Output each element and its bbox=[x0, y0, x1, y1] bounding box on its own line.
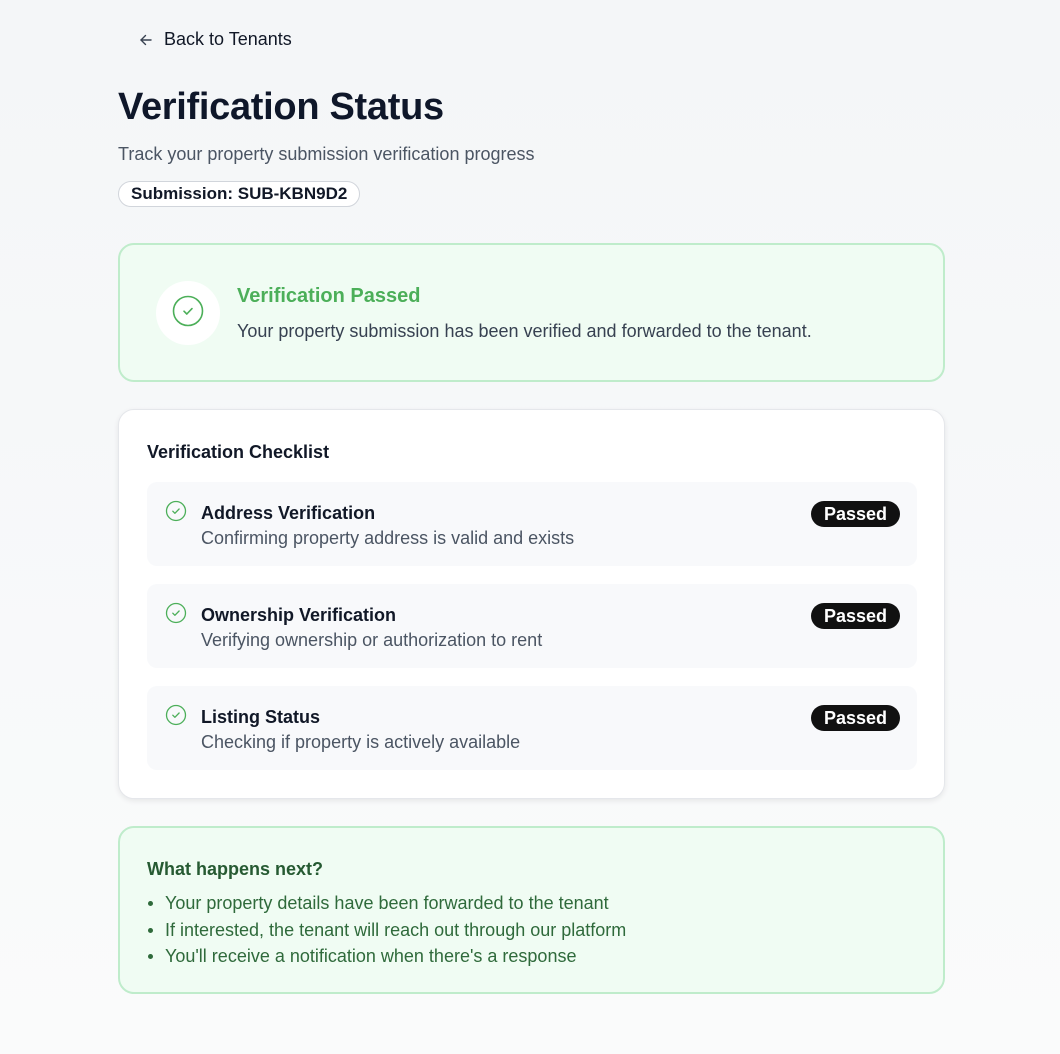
checklist-item-description: Confirming property address is valid and exists bbox=[201, 528, 575, 548]
checklist-item-address bbox=[147, 482, 917, 566]
back-to-tenants-link[interactable] bbox=[138, 29, 292, 50]
checklist-item-description: Verifying ownership or authorization to rent bbox=[201, 630, 543, 650]
checklist-item-ownership bbox=[147, 584, 917, 668]
next-steps-card bbox=[118, 826, 945, 994]
checklist-item-title: Address Verification bbox=[201, 503, 376, 523]
list-item: You'll receive a notification when there's a response bbox=[147, 943, 626, 970]
page-subtitle: Track your property submission verification progress bbox=[118, 144, 535, 164]
next-steps-title: What happens next? bbox=[147, 859, 324, 879]
checklist-item-title: Ownership Verification bbox=[201, 605, 397, 625]
status-icon-container bbox=[156, 281, 220, 345]
check-circle-icon bbox=[165, 500, 187, 527]
check-circle-icon bbox=[165, 704, 187, 731]
status-badge: Passed bbox=[811, 603, 900, 629]
status-title: Verification Passed bbox=[237, 285, 421, 307]
status-badge: Passed bbox=[811, 501, 900, 527]
back-link-label: Back to Tenants bbox=[164, 29, 292, 49]
status-badge: Passed bbox=[811, 705, 900, 731]
checklist-item-listing bbox=[147, 686, 917, 770]
check-circle-icon bbox=[165, 602, 187, 629]
page-title: Verification Status bbox=[118, 86, 444, 128]
checklist-title: Verification Checklist bbox=[147, 442, 330, 462]
checklist-item-description: Checking if property is actively available bbox=[201, 732, 521, 752]
list-item: If interested, the tenant will reach out through our platform bbox=[147, 917, 626, 944]
checklist-item-title: Listing Status bbox=[201, 707, 321, 727]
submission-id-badge: Submission: SUB-KBN9D2 bbox=[118, 181, 360, 207]
next-steps-list bbox=[147, 890, 626, 970]
verification-status-card bbox=[118, 243, 945, 382]
verification-checklist-card bbox=[118, 409, 945, 799]
check-circle-icon bbox=[172, 295, 204, 332]
list-item: Your property details have been forwarded to the tenant bbox=[147, 890, 626, 917]
status-description: Your property submission has been verified and forwarded to the tenant. bbox=[237, 321, 812, 341]
arrow-left-icon bbox=[138, 32, 154, 48]
